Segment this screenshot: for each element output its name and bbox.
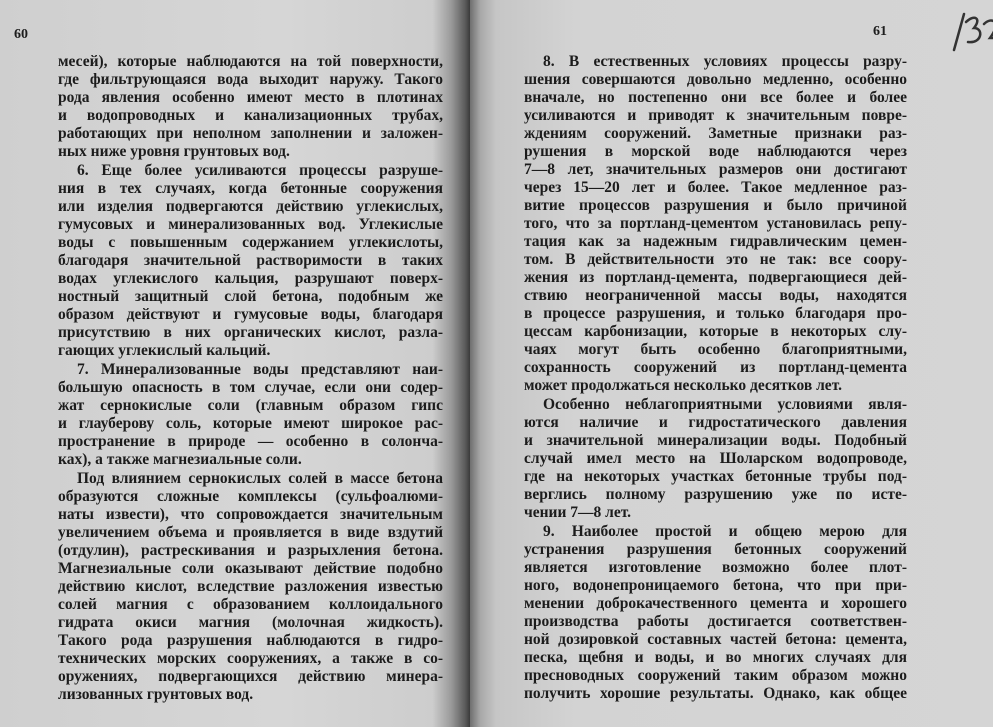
text-line: в процессе разрушения, и только благодаря про-: [524, 305, 907, 322]
text-line: увеличением объема и проявляется в виде вздутий: [58, 524, 443, 541]
text-line: рушения в морской воде наблюдаются через: [524, 143, 907, 160]
text-line: через 15—20 лет и более. Такое медленное раз-: [524, 179, 907, 196]
text-line: 6. Еще более усиливаются процессы разруше-: [77, 162, 443, 179]
text-line: тация как за надежным гидравлическим цемен-: [524, 233, 907, 250]
text-line: 7. Минерализованные воды представляют наи-: [77, 361, 443, 378]
text-line: ствию неограниченной массы воды, находятся: [524, 287, 907, 304]
text-line: ния в тех случаях, когда бетонные сооружения: [58, 180, 443, 197]
text-line: гающих углекислый кальций.: [58, 342, 271, 359]
text-line: 7—8 лет, значительных размеров они достигают: [524, 161, 907, 178]
page-text: [58, 53, 443, 705]
text-line: Под влиянием сернокислых солей в массе бетона: [77, 470, 443, 487]
text-line: работающих при неполном заполнении и заложен-: [58, 125, 443, 142]
right-page: [470, 0, 993, 727]
text-line: шения совершаются довольно медленно, особенно: [524, 71, 907, 88]
text-line: жения из портланд-цемента, подвергающиеся дей-: [524, 269, 907, 286]
paragraph: [524, 396, 907, 522]
text-line: где фильтрующаяся вода выходит наружу. Такого: [58, 71, 443, 88]
page-text: [524, 53, 907, 704]
text-line: где на некоторых участках бетонные трубы под-: [524, 468, 907, 485]
text-line: большую опасность в том случае, если они содер-: [58, 379, 443, 396]
text-line: гумусовых и минерализованных вод. Углекислые: [58, 216, 443, 233]
text-line: ках), а также магнезиальные соли.: [58, 451, 302, 468]
text-line: оружениях, подвергающихся действию минера-: [58, 668, 443, 685]
text-line: является изготовление возможно более плот-: [524, 559, 907, 576]
text-line: ностный защитный слой бетона, подобным же: [58, 288, 443, 305]
text-line: и водопроводных и канализационных трубах,: [58, 107, 443, 124]
text-line: того, что за портланд-цементом установилась репу-: [524, 215, 907, 232]
left-page: [0, 0, 470, 727]
page-number: 60: [14, 27, 28, 42]
text-line: цессам карбонизации, которые в некоторых слу-: [524, 323, 907, 340]
text-line: песка, щебня и воды, и во многих случаях для: [524, 649, 907, 666]
text-line: вначале, но постепенно они все более и более: [524, 89, 907, 106]
paragraph: [58, 53, 443, 161]
text-line: получить хорошие результаты. Однако, как общее: [524, 685, 907, 702]
text-line: производства работы достигается соответствен-: [524, 613, 907, 630]
text-line: месей), которые наблюдаются на той поверхности,: [58, 53, 443, 70]
paragraph: [58, 470, 443, 704]
text-line: лизованных грунтовых вод.: [58, 686, 254, 703]
text-line: солей магния с образованием коллоидального: [58, 596, 443, 613]
text-line: Магнезиальные соли оказывают действие подобно: [58, 560, 443, 577]
page-number: 61: [873, 24, 887, 39]
text-line: технических морских сооружениях, а также в со-: [58, 650, 443, 667]
text-line: верглись полному разрушению уже по исте-: [524, 486, 907, 503]
text-line: менении доброкачественного цемента и хорошего: [524, 595, 907, 612]
text-line: наты извести), что сопровождается значительным: [58, 506, 443, 523]
text-line: и глауберову соль, которые имеют широкое рас-: [58, 415, 443, 432]
text-line: случай имел место на Шоларском водопроводе,: [524, 450, 907, 467]
text-line: водах углекислого кальция, разрушают поверх-: [58, 270, 443, 287]
text-line: пресноводных сооружений таким образом можно: [524, 667, 907, 684]
text-line: чении 7—8 лет.: [524, 504, 632, 521]
text-line: жат сернокислые соли (главным образом гипс: [58, 397, 443, 414]
text-line: действию кислот, вследствие разложения известью: [58, 578, 443, 595]
paragraph: [524, 523, 907, 703]
text-line: благодаря значительной растворимости в таких: [58, 252, 443, 269]
text-line: присутствию в них органических кислот, разла-: [58, 324, 443, 341]
text-line: том. В действительности это не так: все соору-: [524, 251, 907, 268]
paragraph: [58, 162, 443, 360]
text-line: пространение в природе — особенно в солонча-: [58, 433, 443, 450]
text-line: 8. В естественных условиях процессы разру-: [543, 53, 907, 70]
text-line: ются наличие и гидростатического давления: [524, 414, 907, 431]
text-line: образуются сложные комплексы (сульфоалюми-: [58, 488, 443, 505]
text-line: и значительной минерализации воды. Подобный: [524, 432, 907, 449]
text-line: Такого рода разрушения наблюдаются в гидро-: [58, 632, 443, 649]
paragraph: [58, 361, 443, 469]
text-line: 9. Наиболее простой и общею мерою для: [543, 523, 907, 540]
handwritten-page-mark: [940, 8, 993, 68]
text-line: сохранность сооружений из портланд-цемента: [524, 359, 907, 376]
text-line: рода явления особенно имеют место в плотинах: [58, 89, 443, 106]
text-line: усиливаются и приводят к значительным повре-: [524, 107, 907, 124]
text-line: образом действуют и гумусовые воды, благодаря: [58, 306, 443, 323]
text-line: устранения разрушения бетонных сооружений: [524, 541, 907, 558]
paragraph: [524, 53, 907, 395]
text-line: или изделия подвергаются действию углекислых,: [58, 198, 443, 215]
text-line: витие процессов разрушения и было причиной: [524, 197, 907, 214]
text-line: ной дозировкой составных частей бетона: цемента,: [524, 631, 907, 648]
text-line: (отдулин), растрескивания и разрыхления бетона.: [58, 542, 443, 559]
text-line: может продолжаться несколько десятков лет.: [524, 377, 843, 394]
text-line: ных ниже уровня грунтовых вод.: [58, 143, 290, 160]
text-line: ждениям сооружений. Заметные признаки раз-: [524, 125, 907, 142]
text-line: Особенно неблагоприятными условиями явля-: [543, 396, 907, 413]
text-line: воды с повышенным содержанием углекислоты,: [58, 234, 443, 251]
text-line: гидрата окиси магния (молочная жидкость).: [58, 614, 443, 631]
text-line: ного, водонепроницаемого бетона, что при при-: [524, 577, 907, 594]
text-line: чаях могут быть особенно благоприятными,: [524, 341, 907, 358]
